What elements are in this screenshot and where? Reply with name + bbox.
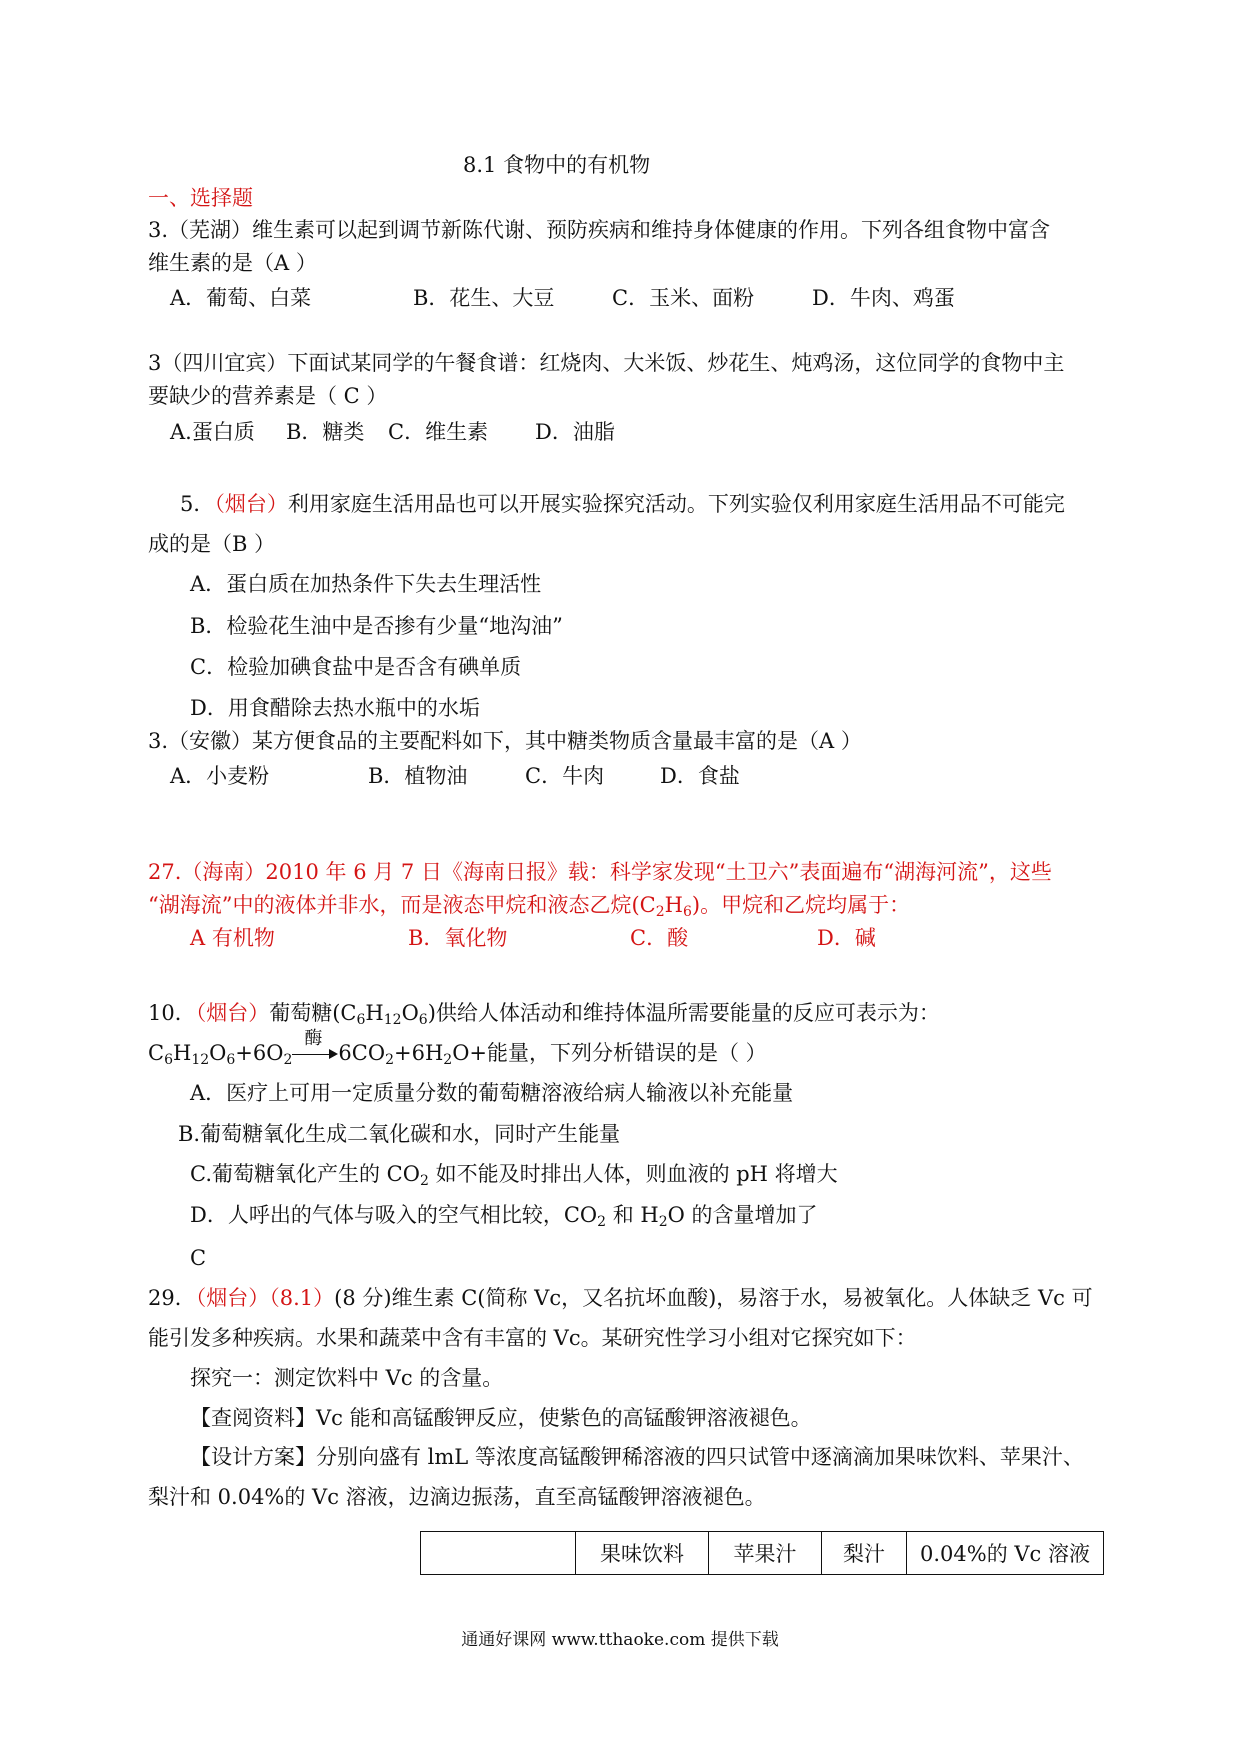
question-source: （烟台） — [214, 492, 288, 516]
text-run: C.葡萄糖氧化产生的 CO — [190, 1162, 420, 1186]
question-number: 29． — [148, 1286, 196, 1310]
option-c: C．维生素 — [388, 420, 489, 444]
question-text: 探究一：测定饮料中 Vc 的含量。 — [190, 1366, 504, 1390]
text-run: D．人呼出的气体与吸入的空气相比较，CO — [190, 1203, 598, 1227]
subscript: 6 — [682, 904, 692, 920]
option-d: D．碱 — [817, 926, 876, 950]
question-source: （烟台） — [195, 1001, 270, 1025]
subscript: 12 — [383, 1012, 402, 1028]
question-source: （烟台）（8.1） — [195, 1286, 335, 1310]
question-text: 能引发多种疾病。水果和蔬菜中含有丰富的 Vc。某研究性学习小组对它探究如下： — [148, 1326, 917, 1350]
subscript: 2 — [655, 904, 665, 920]
subscript: 6 — [164, 1052, 173, 1068]
subscript: 2 — [385, 1052, 394, 1068]
option-c: C．牛肉 — [525, 764, 605, 788]
question-text: 3（四川宜宾）下面试某同学的午餐食谱：红烧肉、大米饭、炒花生、炖鸡汤，这位同学的食物中主 — [148, 351, 1065, 375]
option-a: A 有机物 — [190, 926, 275, 950]
subscript: 2 — [597, 1214, 607, 1230]
table-header-cell: 苹果汁 — [709, 1532, 822, 1575]
subscript: 2 — [419, 1173, 429, 1189]
subscript: 2 — [443, 1052, 453, 1068]
question-text: 3.（芜湖）维生素可以起到调节新陈代谢、预防疾病和维持身体健康的作用。下列各组食物中富含 — [148, 218, 1051, 242]
table-header-cell — [421, 1532, 576, 1575]
reaction-arrow — [292, 1028, 338, 1062]
option-d: D．用食醋除去热水瓶中的水垢 — [190, 696, 480, 720]
option-c: C．玉米、面粉 — [612, 286, 755, 310]
option-d: D．油脂 — [535, 420, 615, 444]
option-a: A．蛋白质在加热条件下失去生理活性 — [190, 572, 542, 596]
question-text — [148, 895, 910, 919]
text-run: )供给人体活动和维持体温所需要能量的反应可表示为： — [427, 1001, 940, 1025]
question-text — [180, 494, 1065, 515]
answer: C — [190, 1246, 207, 1270]
option-b: B．花生、大豆 — [413, 286, 555, 310]
option-b: B．检验花生油中是否掺有少量“地沟油” — [190, 614, 563, 638]
question-text: 梨汁和 0.04%的 Vc 溶液，边滴边振荡，直至高锰酸钾溶液褪色。 — [148, 1485, 766, 1509]
subscript: 2 — [283, 1052, 293, 1068]
question-number: 10． — [148, 1001, 196, 1025]
text-run: 和 H — [606, 1203, 659, 1227]
option-d — [190, 1205, 818, 1229]
option-a: A．小麦粉 — [170, 764, 270, 788]
table-row — [421, 1532, 1104, 1575]
subscript: 2 — [658, 1214, 668, 1230]
page-footer: 通通好课网 www.tthaoke.com 提供下载 — [461, 1630, 779, 1650]
option-b: B．植物油 — [368, 764, 468, 788]
question-text — [148, 1003, 940, 1027]
text-run: O+能量，下列分析错误的是（ ） — [452, 1041, 767, 1065]
option-a: A．医疗上可用一定质量分数的葡萄糖溶液给病人输液以补充能量 — [190, 1081, 794, 1105]
question-body: (8 分)维生素 C(简称 Vc，又名抗坏血酸)，易溶于水，易被氧化。人体缺乏 Vc 可 — [334, 1286, 1093, 1310]
question-text: 维生素的是（A ） — [148, 251, 317, 275]
text-run: 葡萄糖(C — [269, 1001, 357, 1025]
chemical-equation — [148, 1028, 767, 1068]
text-run: O 的含量增加了 — [667, 1203, 818, 1227]
option-d: D．食盐 — [660, 764, 740, 788]
option-b: B．氧化物 — [408, 926, 508, 950]
text-run: 如不能及时排出人体，则血液的 pH 将增大 — [428, 1162, 838, 1186]
text-run: H — [664, 893, 683, 917]
question-text: 27.（海南）2010 年 6 月 7 日《海南日报》载：科学家发现“土卫六”表面遍布“湖海河流”，这些 — [148, 860, 1052, 884]
subscript: 6 — [418, 1012, 428, 1028]
text-run: O — [401, 1001, 419, 1025]
option-c — [190, 1164, 838, 1188]
question-text: 【设计方案】分别向盛有 lmL 等浓度高锰酸钾稀溶液的四只试管中逐滴滴加果味饮料、苹果汁、 — [190, 1445, 1084, 1469]
text-run: H — [365, 1001, 384, 1025]
table-header-cell: 0.04%的 Vc 溶液 — [907, 1532, 1104, 1575]
question-text: 成的是（B ） — [148, 532, 276, 556]
question-body: 利用家庭生活用品也可以开展实验探究活动。下列实验仅利用家庭生活用品不可能完 — [287, 492, 1065, 516]
option-c: C．检验加碘食盐中是否含有碘单质 — [190, 655, 522, 679]
option-c: C．酸 — [630, 926, 689, 950]
text-run: +6H — [393, 1041, 444, 1065]
question-text: 要缺少的营养素是（ C ） — [148, 384, 388, 408]
question-text: 【查阅资料】Vc 能和高锰酸钾反应，使紫色的高锰酸钾溶液褪色。 — [190, 1406, 812, 1430]
vc-table — [420, 1531, 1104, 1575]
arrow-line — [292, 1054, 332, 1055]
option-b: B．糖类 — [286, 420, 365, 444]
subscript: 6 — [356, 1012, 366, 1028]
section-heading: 一、选择题 — [148, 186, 253, 210]
option-b: B.葡萄糖氧化生成二氧化碳和水，同时产生能量 — [178, 1122, 621, 1146]
subscript: 12 — [191, 1052, 210, 1068]
text-run: “湖海流”中的液体并非水，而是液态甲烷和液态乙烷(C — [148, 893, 656, 917]
option-a: A．葡萄、白菜 — [170, 286, 312, 310]
question-text — [148, 1288, 1093, 1309]
table-header-cell: 梨汁 — [822, 1532, 907, 1575]
text-run: O — [209, 1041, 227, 1065]
text-run: )。甲烷和乙烷均属于： — [691, 893, 911, 917]
arrow-head-icon — [329, 1049, 338, 1059]
enzyme-label: 酶 — [304, 1028, 323, 1049]
page-title: 8.1 食物中的有机物 — [463, 153, 651, 177]
question-number: 5． — [180, 492, 215, 516]
text-run: C — [148, 1041, 165, 1065]
option-a: A.蛋白质 — [170, 420, 255, 444]
subscript: 6 — [226, 1052, 236, 1068]
question-text: 3.（安徽）某方便食品的主要配料如下，其中糖类物质含量最丰富的是（A ） — [148, 729, 862, 753]
table-header-cell: 果味饮料 — [576, 1532, 709, 1575]
text-run: H — [173, 1041, 192, 1065]
option-d: D．牛肉、鸡蛋 — [812, 286, 955, 310]
text-run: 6CO — [338, 1041, 386, 1065]
text-run: +6O — [235, 1041, 284, 1065]
